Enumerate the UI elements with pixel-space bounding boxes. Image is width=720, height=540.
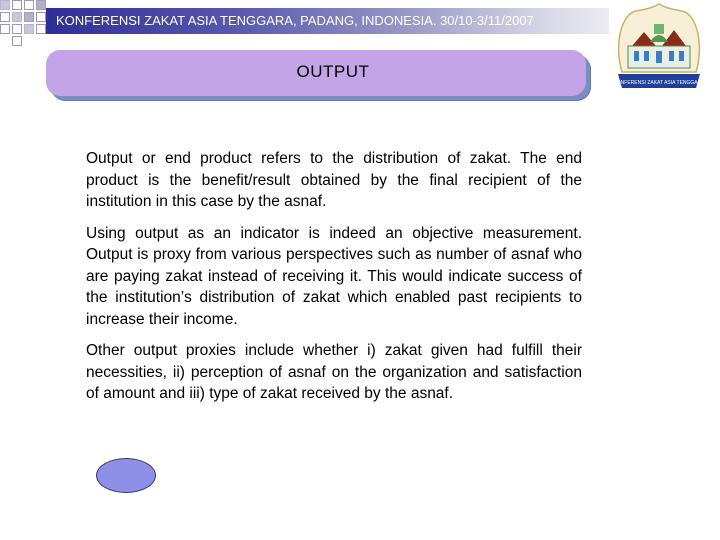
paragraph-1: Output or end product refers to the distribution of zakat. The end product is the benefit/result obtained by the final recipient of the institution in this case by the asnaf. — [86, 150, 582, 210]
action-oval-button[interactable] — [96, 458, 156, 493]
conference-logo — [614, 2, 704, 98]
paragraph-2: Using output as an indicator is indeed an objective measurement. Output is proxy from various perspectives such as number of asnaf who are paying zakat instead of receiving it. This would indicate success of the institution’s distribution of zakat which enabled past recipients to increase their income. — [86, 224, 582, 328]
slide-body — [86, 148, 582, 415]
paragraph-3: Other output proxies include whether i) zakat given had fulfill their necessities, ii) perception of asnaf on the organization and satisfaction of amount and iii) type of zakat received by the asnaf. — [86, 342, 582, 402]
logo-banner-text: KONFERENSI ZAKAT ASIA TENGGARA — [614, 80, 704, 86]
slide-title: OUTPUT — [296, 62, 370, 81]
conference-title: KONFERENSI ZAKAT ASIA TENGGARA, PADANG, INDONESIA. 30/10-3/11/2007 — [56, 13, 534, 28]
